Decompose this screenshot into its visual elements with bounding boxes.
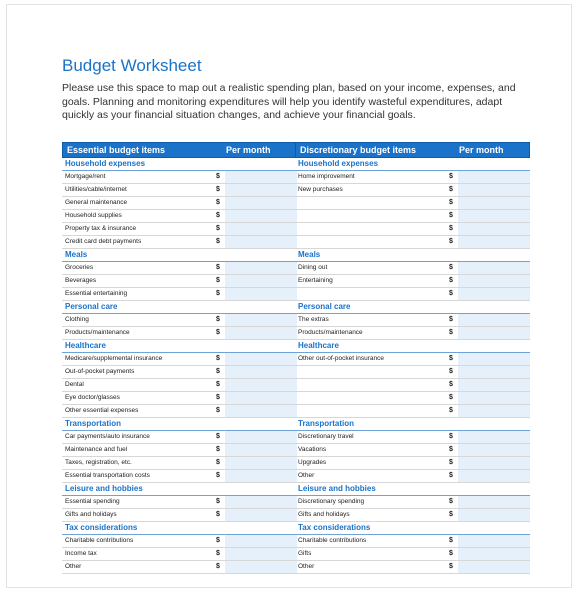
budget-row xyxy=(62,223,297,236)
section-heading: Personal care xyxy=(62,301,297,314)
currency-symbol: $ xyxy=(216,381,220,388)
budget-item-label xyxy=(295,405,444,417)
budget-row xyxy=(62,457,297,470)
budget-item-label: Household supplies xyxy=(65,212,122,219)
section-heading: Healthcare xyxy=(295,340,530,353)
currency-symbol: $ xyxy=(216,264,220,271)
currency-symbol: $ xyxy=(449,316,453,323)
amount-input-cell[interactable] xyxy=(225,275,297,287)
budget-item-label: Medicare/supplemental insurance xyxy=(65,355,163,362)
discretionary-budget-table xyxy=(295,142,530,574)
budget-row xyxy=(295,197,530,210)
budget-row xyxy=(295,548,530,561)
budget-item-label: Gifts xyxy=(298,550,312,557)
budget-row xyxy=(62,444,297,457)
amount-input-cell[interactable] xyxy=(458,197,530,209)
amount-input-cell[interactable] xyxy=(458,548,530,560)
section-heading: Household expenses xyxy=(62,158,297,171)
budget-item-label xyxy=(295,392,444,404)
amount-input-cell[interactable] xyxy=(225,535,297,547)
currency-symbol: $ xyxy=(449,290,453,297)
budget-item-label: Charitable contributions xyxy=(65,537,134,544)
currency-symbol: $ xyxy=(216,446,220,453)
budget-row xyxy=(295,509,530,522)
budget-item-label: Utilities/cable/internet xyxy=(65,186,127,193)
budget-item-label: Other essential expenses xyxy=(65,407,139,414)
amount-input-cell[interactable] xyxy=(458,184,530,196)
budget-item-label xyxy=(295,366,444,378)
budget-row xyxy=(295,236,530,249)
budget-item-label xyxy=(295,236,444,248)
budget-item-label xyxy=(295,223,444,235)
budget-row xyxy=(295,431,530,444)
currency-symbol: $ xyxy=(216,225,220,232)
currency-symbol: $ xyxy=(449,329,453,336)
budget-row xyxy=(295,444,530,457)
budget-item-label: Vacations xyxy=(298,446,327,453)
budget-row xyxy=(62,379,297,392)
budget-item-label: Taxes, registration, etc. xyxy=(65,459,132,466)
amount-input-cell[interactable] xyxy=(458,366,530,378)
currency-symbol: $ xyxy=(449,355,453,362)
budget-item-label: Clothing xyxy=(65,316,89,323)
amount-input-cell[interactable] xyxy=(458,496,530,508)
section-heading: Transportation xyxy=(295,418,530,431)
amount-input-cell[interactable] xyxy=(458,405,530,417)
currency-symbol: $ xyxy=(449,238,453,245)
section-heading: Tax considerations xyxy=(295,522,530,535)
budget-row xyxy=(295,262,530,275)
currency-symbol: $ xyxy=(216,407,220,414)
amount-input-cell[interactable] xyxy=(225,197,297,209)
amount-input-cell[interactable] xyxy=(225,262,297,274)
budget-row xyxy=(295,327,530,340)
amount-input-cell[interactable] xyxy=(225,288,297,300)
currency-symbol: $ xyxy=(449,498,453,505)
budget-row xyxy=(295,353,530,366)
budget-row xyxy=(62,171,297,184)
section-heading: Household expenses xyxy=(295,158,530,171)
currency-symbol: $ xyxy=(216,459,220,466)
budget-item-label: General maintenance xyxy=(65,199,128,206)
section-heading: Healthcare xyxy=(62,340,297,353)
amount-input-cell[interactable] xyxy=(458,314,530,326)
amount-input-cell[interactable] xyxy=(225,548,297,560)
budget-item-label: Credit card debt payments xyxy=(65,238,142,245)
amount-input-cell[interactable] xyxy=(225,457,297,469)
budget-item-label: Income tax xyxy=(65,550,97,557)
amount-input-cell[interactable] xyxy=(458,223,530,235)
essential-budget-table xyxy=(62,142,297,574)
budget-item-label: New purchases xyxy=(298,186,343,193)
budget-row xyxy=(62,210,297,223)
currency-symbol: $ xyxy=(216,537,220,544)
per-month-header: Per month xyxy=(459,145,504,155)
budget-row xyxy=(62,509,297,522)
intro-paragraph: Please use this space to map out a realistic spending plan, based on your income, expenses, and goals. Planning and monitoring expenditures will help you identify wasteful expenditures, adapt quickly as your financial situation changes, and achieve your financial goals. xyxy=(62,82,516,121)
budget-row xyxy=(295,366,530,379)
budget-item-label: Entertaining xyxy=(298,277,333,284)
budget-item-label: Dental xyxy=(65,381,84,388)
amount-input-cell[interactable] xyxy=(225,509,297,521)
currency-symbol: $ xyxy=(449,173,453,180)
currency-symbol: $ xyxy=(449,186,453,193)
amount-input-cell[interactable] xyxy=(458,262,530,274)
amount-input-cell[interactable] xyxy=(458,353,530,365)
amount-input-cell[interactable] xyxy=(458,535,530,547)
section-heading: Leisure and hobbies xyxy=(62,483,297,496)
budget-row xyxy=(62,314,297,327)
budget-item-label xyxy=(295,379,444,391)
currency-symbol: $ xyxy=(449,472,453,479)
amount-input-cell[interactable] xyxy=(225,366,297,378)
section-heading: Tax considerations xyxy=(62,522,297,535)
budget-item-label: Other xyxy=(65,563,82,570)
amount-input-cell[interactable] xyxy=(458,379,530,391)
amount-input-cell[interactable] xyxy=(225,314,297,326)
budget-row xyxy=(62,262,297,275)
budget-item-label: Upgrades xyxy=(298,459,327,466)
essential-header-label: Essential budget items xyxy=(67,145,166,155)
budget-row xyxy=(62,535,297,548)
amount-input-cell[interactable] xyxy=(458,236,530,248)
currency-symbol: $ xyxy=(216,550,220,557)
amount-input-cell[interactable] xyxy=(225,405,297,417)
currency-symbol: $ xyxy=(449,277,453,284)
section-heading: Personal care xyxy=(295,301,530,314)
page-title: Budget Worksheet xyxy=(62,56,202,75)
amount-input-cell[interactable] xyxy=(225,444,297,456)
currency-symbol: $ xyxy=(449,511,453,518)
budget-row xyxy=(295,223,530,236)
budget-row xyxy=(295,314,530,327)
budget-row xyxy=(295,184,530,197)
amount-input-cell[interactable] xyxy=(458,171,530,183)
budget-row xyxy=(62,236,297,249)
currency-symbol: $ xyxy=(216,173,220,180)
budget-row xyxy=(62,275,297,288)
budget-row xyxy=(62,431,297,444)
budget-row xyxy=(295,392,530,405)
essential-table-body xyxy=(62,158,297,574)
budget-item-label: Groceries xyxy=(65,264,94,271)
currency-symbol: $ xyxy=(449,407,453,414)
section-heading: Meals xyxy=(295,249,530,262)
currency-symbol: $ xyxy=(449,394,453,401)
budget-row xyxy=(62,561,297,574)
budget-row xyxy=(295,470,530,483)
budget-item-label: Discretionary spending xyxy=(298,498,365,505)
budget-row xyxy=(295,171,530,184)
budget-row xyxy=(62,496,297,509)
currency-symbol: $ xyxy=(216,199,220,206)
budget-row xyxy=(62,288,297,301)
currency-symbol: $ xyxy=(216,498,220,505)
currency-symbol: $ xyxy=(449,264,453,271)
budget-item-label: Products/maintenance xyxy=(65,329,130,336)
budget-row xyxy=(295,288,530,301)
currency-symbol: $ xyxy=(216,511,220,518)
amount-input-cell[interactable] xyxy=(458,392,530,404)
currency-symbol: $ xyxy=(216,186,220,193)
amount-input-cell[interactable] xyxy=(225,470,297,482)
amount-input-cell[interactable] xyxy=(458,327,530,339)
currency-symbol: $ xyxy=(449,550,453,557)
budget-item-label: Mortgage/rent xyxy=(65,173,106,180)
budget-row xyxy=(62,392,297,405)
budget-row xyxy=(62,366,297,379)
section-heading: Meals xyxy=(62,249,297,262)
budget-item-label: Eye doctor/glasses xyxy=(65,394,120,401)
currency-symbol: $ xyxy=(449,446,453,453)
amount-input-cell[interactable] xyxy=(225,210,297,222)
essential-table-header xyxy=(62,142,297,158)
budget-row xyxy=(295,496,530,509)
amount-input-cell[interactable] xyxy=(458,431,530,443)
budget-row xyxy=(62,353,297,366)
discretionary-header-label: Discretionary budget items xyxy=(300,145,417,155)
amount-input-cell[interactable] xyxy=(458,444,530,456)
section-heading: Transportation xyxy=(62,418,297,431)
budget-item-label: Essential spending xyxy=(65,498,120,505)
amount-input-cell[interactable] xyxy=(225,353,297,365)
discretionary-table-header xyxy=(295,142,530,158)
currency-symbol: $ xyxy=(216,355,220,362)
currency-symbol: $ xyxy=(216,563,220,570)
amount-input-cell[interactable] xyxy=(458,470,530,482)
budget-row xyxy=(295,210,530,223)
amount-input-cell[interactable] xyxy=(225,431,297,443)
per-month-header: Per month xyxy=(226,145,271,155)
amount-input-cell[interactable] xyxy=(225,236,297,248)
budget-row xyxy=(62,548,297,561)
budget-item-label: Other xyxy=(298,472,315,479)
section-heading: Leisure and hobbies xyxy=(295,483,530,496)
budget-item-label xyxy=(295,210,444,222)
currency-symbol: $ xyxy=(449,459,453,466)
budget-row xyxy=(295,535,530,548)
amount-input-cell[interactable] xyxy=(458,561,530,573)
budget-item-label: Car payments/auto insurance xyxy=(65,433,150,440)
budget-item-label: Essential transportation costs xyxy=(65,472,150,479)
amount-input-cell[interactable] xyxy=(458,275,530,287)
currency-symbol: $ xyxy=(449,563,453,570)
budget-item-label xyxy=(295,288,444,300)
budget-item-label: Dining out xyxy=(298,264,328,271)
amount-input-cell[interactable] xyxy=(458,288,530,300)
amount-input-cell[interactable] xyxy=(225,561,297,573)
budget-item-label: Essential entertaining xyxy=(65,290,128,297)
currency-symbol: $ xyxy=(449,212,453,219)
budget-item-label: Products/maintenance xyxy=(298,329,363,336)
amount-input-cell[interactable] xyxy=(225,223,297,235)
budget-item-label: Property tax & insurance xyxy=(65,225,137,232)
budget-row xyxy=(62,184,297,197)
budget-row xyxy=(62,197,297,210)
currency-symbol: $ xyxy=(216,277,220,284)
amount-input-cell[interactable] xyxy=(225,171,297,183)
budget-item-label: Other out-of-pocket insurance xyxy=(298,355,384,362)
amount-input-cell[interactable] xyxy=(225,184,297,196)
currency-symbol: $ xyxy=(216,316,220,323)
budget-row xyxy=(295,405,530,418)
currency-symbol: $ xyxy=(216,290,220,297)
currency-symbol: $ xyxy=(449,199,453,206)
budget-row xyxy=(295,275,530,288)
currency-symbol: $ xyxy=(449,433,453,440)
currency-symbol: $ xyxy=(449,368,453,375)
amount-input-cell[interactable] xyxy=(225,379,297,391)
budget-item-label: Discretionary travel xyxy=(298,433,354,440)
budget-item-label xyxy=(295,197,444,209)
currency-symbol: $ xyxy=(449,381,453,388)
budget-item-label: Maintenance and fuel xyxy=(65,446,128,453)
budget-item-label: Charitable contributions xyxy=(298,537,367,544)
currency-symbol: $ xyxy=(216,472,220,479)
budget-item-label: Gifts and holidays xyxy=(65,511,117,518)
budget-row xyxy=(62,327,297,340)
budget-item-label: Other xyxy=(298,563,315,570)
currency-symbol: $ xyxy=(449,225,453,232)
budget-row xyxy=(295,457,530,470)
budget-row xyxy=(295,379,530,392)
amount-input-cell[interactable] xyxy=(458,457,530,469)
currency-symbol: $ xyxy=(449,537,453,544)
budget-item-label: The extras xyxy=(298,316,329,323)
budget-item-label: Gifts and holidays xyxy=(298,511,350,518)
amount-input-cell[interactable] xyxy=(225,392,297,404)
budget-item-label: Out-of-pocket payments xyxy=(65,368,135,375)
budget-row xyxy=(62,405,297,418)
currency-symbol: $ xyxy=(216,394,220,401)
currency-symbol: $ xyxy=(216,238,220,245)
budget-row xyxy=(295,561,530,574)
amount-input-cell[interactable] xyxy=(225,327,297,339)
currency-symbol: $ xyxy=(216,368,220,375)
amount-input-cell[interactable] xyxy=(225,496,297,508)
amount-input-cell[interactable] xyxy=(458,509,530,521)
currency-symbol: $ xyxy=(216,433,220,440)
amount-input-cell[interactable] xyxy=(458,210,530,222)
discretionary-table-body xyxy=(295,158,530,574)
budget-row xyxy=(62,470,297,483)
budget-item-label: Home improvement xyxy=(298,173,355,180)
currency-symbol: $ xyxy=(216,329,220,336)
budget-item-label: Beverages xyxy=(65,277,97,284)
currency-symbol: $ xyxy=(216,212,220,219)
